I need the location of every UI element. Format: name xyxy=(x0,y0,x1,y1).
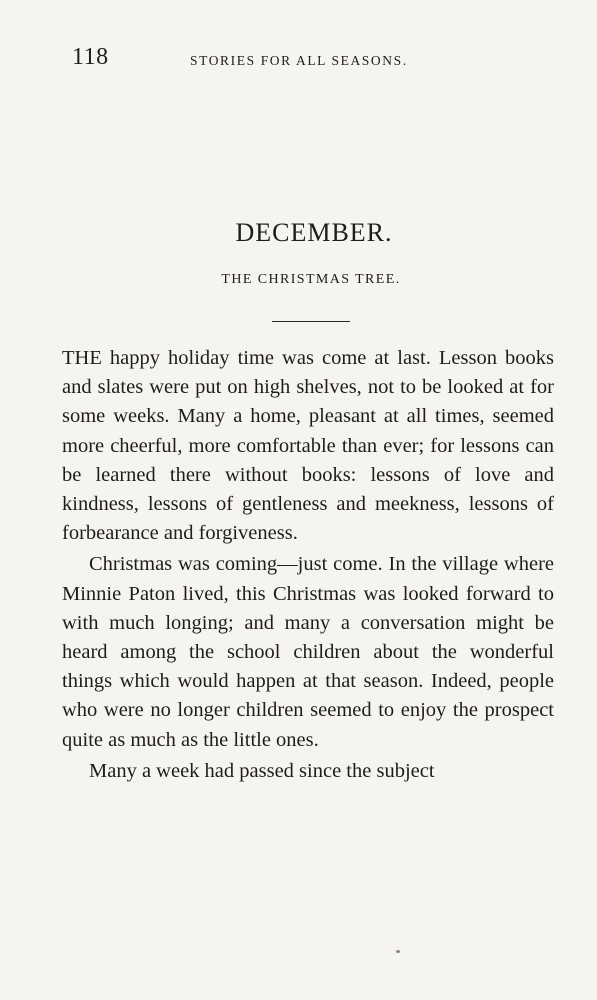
body-text xyxy=(62,344,554,786)
title-divider xyxy=(272,321,350,322)
paper-speck xyxy=(396,950,400,953)
running-head xyxy=(72,44,462,78)
chapter-title: DECEMBER. xyxy=(235,218,393,247)
paragraph-1: THE happy holiday time was come at last. Lesson books and slates were put on high shelves, not to be looked at for some weeks. Many a home, pleasant at all times, seemed more cheerful, more comfortable than ever; for lessons can be learned there without books: lessons of love and kindness, lessons of gentleness and meekness, lessons of forbearance and forgiveness. xyxy=(62,347,554,545)
paragraph-3: Many a week had passed since the subject xyxy=(89,759,435,782)
paragraph-2: Christmas was coming—just come. In the village where Minnie Paton lived, this Christmas was looked forward to with much longing; and many a conversation might be heard among the school children about the wonderful things which would happen at that season. Indeed, people who were no longer children seemed to enjoy the prospect quite as much as the little ones. xyxy=(62,553,554,751)
running-title: STORIES FOR ALL SEASONS. xyxy=(190,53,408,68)
chapter-subtitle: THE CHRISTMAS TREE. xyxy=(221,272,401,287)
page-number: 118 xyxy=(72,44,109,70)
